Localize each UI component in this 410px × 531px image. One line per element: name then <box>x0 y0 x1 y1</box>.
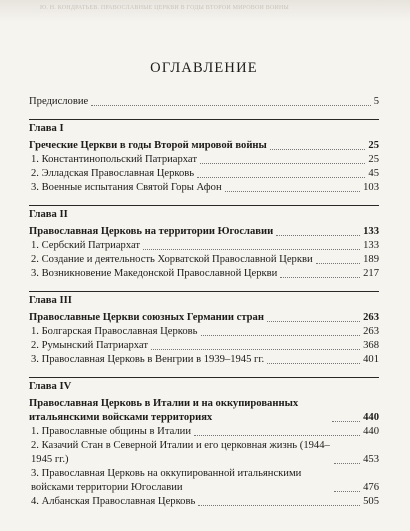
toc-entry[interactable] <box>29 267 379 281</box>
entry-label: 1. Православные общины в Италии <box>31 426 191 437</box>
chapter-section <box>29 377 379 509</box>
heading-label: Греческие Церкви в годы Второй мировой войны <box>29 140 267 151</box>
dot-leader <box>334 491 360 492</box>
chapter-label: Глава IV <box>29 381 72 392</box>
heading-page: 263 <box>363 312 379 323</box>
heading-page: 25 <box>368 140 379 151</box>
chapter-section <box>29 119 379 195</box>
chapter-heading[interactable] <box>29 397 379 425</box>
dot-leader <box>91 105 370 106</box>
toc-page <box>29 60 379 509</box>
toc-entry[interactable] <box>29 439 379 467</box>
dot-leader <box>200 163 365 164</box>
chapter-heading[interactable] <box>29 139 379 153</box>
chapter-label: Глава I <box>29 123 64 134</box>
toc-entry[interactable] <box>29 181 379 195</box>
bleed-text: Ю. Н. КОНДРАТЬЕВ. ПРАВОСЛАВНЫЕ ЦЕРКВИ В ГОДЫ ВТОРОЙ МИРОВОЙ ВОЙНЫ <box>40 5 289 11</box>
chapter-rule <box>29 377 379 378</box>
entry-label: 2. Румынский Патриархат <box>31 340 148 351</box>
chapter-heading[interactable] <box>29 225 379 239</box>
entry-label: 2. Элладская Православная Церковь <box>31 168 195 179</box>
toc-entry-preface[interactable] <box>29 95 379 109</box>
toc-entry[interactable] <box>29 495 379 509</box>
toc-entry[interactable] <box>29 425 379 439</box>
dot-leader <box>280 277 360 278</box>
chapter-heading[interactable] <box>29 311 379 325</box>
entry-page: 5 <box>373 96 379 107</box>
chapter-rule <box>29 205 379 206</box>
entry-label: 1. Болгарская Православная Церковь <box>31 326 198 337</box>
entry-page: 476 <box>363 482 379 493</box>
entry-page: 401 <box>363 354 379 365</box>
dot-leader <box>198 505 360 506</box>
entry-page: 217 <box>363 268 379 279</box>
dot-leader <box>197 177 365 178</box>
entry-page: 440 <box>363 426 379 437</box>
toc-title: ОГЛАВЛЕНИЕ <box>150 60 258 76</box>
entry-label: 1. Сербский Патриархат <box>31 240 141 251</box>
heading-page: 440 <box>363 412 379 423</box>
entry-page: 505 <box>363 496 379 507</box>
dot-leader <box>201 335 361 336</box>
toc-entry[interactable] <box>29 325 379 339</box>
dot-leader <box>267 321 360 322</box>
heading-label: Православная Церковь в Италии и на оккупированных итальянскими войсками территориях <box>29 398 299 423</box>
entry-page: 133 <box>363 240 379 251</box>
chapter-label: Глава III <box>29 295 72 306</box>
entry-label: 4. Албанская Православная Церковь <box>31 496 196 507</box>
entry-page: 453 <box>363 454 379 465</box>
dot-leader <box>267 363 360 364</box>
toc-entry[interactable] <box>29 239 379 253</box>
entry-page: 263 <box>363 326 379 337</box>
dot-leader <box>225 191 361 192</box>
dot-leader <box>276 235 360 236</box>
chapter-rule <box>29 291 379 292</box>
entry-label: 2. Казачий Стан в Северной Италии и его церковная жизнь (1944–1945 гг.) <box>31 440 330 465</box>
dot-leader <box>332 421 360 422</box>
dot-leader <box>270 149 366 150</box>
dot-leader <box>194 435 360 436</box>
heading-label: Православная Церковь на территории Югославии <box>29 226 274 237</box>
entry-page: 189 <box>363 254 379 265</box>
entry-label: 3. Православная Церковь в Венгрии в 1939–1945 гг. <box>31 354 265 365</box>
dot-leader <box>151 349 360 350</box>
dot-leader <box>334 463 360 464</box>
dot-leader <box>143 249 360 250</box>
entry-page: 103 <box>363 182 379 193</box>
dot-leader <box>316 263 360 264</box>
entry-label: 2. Создание и деятельность Хорватской Православной Церкви <box>31 254 313 265</box>
toc-entry[interactable] <box>29 167 379 181</box>
toc-entry[interactable] <box>29 467 379 495</box>
heading-label: Православные Церкви союзных Германии стран <box>29 312 264 323</box>
toc-entry[interactable] <box>29 153 379 167</box>
entry-page: 368 <box>363 340 379 351</box>
entry-label: 3. Возникновение Македонской Православной Церкви <box>31 268 278 279</box>
entry-page: 25 <box>368 154 379 165</box>
chapter-rule <box>29 119 379 120</box>
chapter-label: Глава II <box>29 209 68 220</box>
chapter-section <box>29 291 379 367</box>
previous-page-bleed <box>0 0 410 22</box>
entry-label: Предисловие <box>29 96 89 107</box>
heading-page: 133 <box>363 226 379 237</box>
toc-entry[interactable] <box>29 339 379 353</box>
toc-entry[interactable] <box>29 353 379 367</box>
chapter-section <box>29 205 379 281</box>
entry-label: 1. Константинопольский Патриархат <box>31 154 197 165</box>
entry-page: 45 <box>368 168 379 179</box>
entry-label: 3. Православная Церковь на оккупированной итальянскими войсками территории Югославии <box>31 468 302 493</box>
entry-label: 3. Военные испытания Святой Горы Афон <box>31 182 222 193</box>
toc-entry[interactable] <box>29 253 379 267</box>
